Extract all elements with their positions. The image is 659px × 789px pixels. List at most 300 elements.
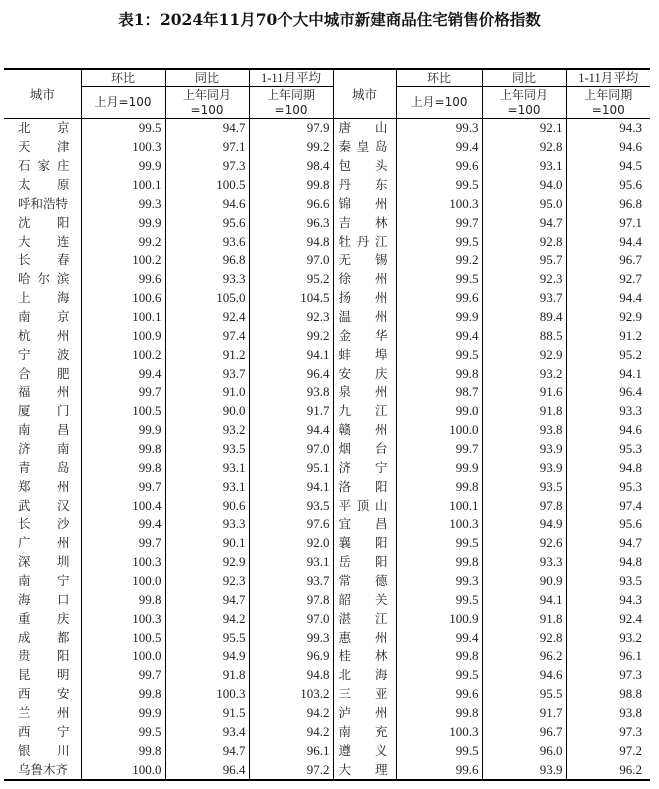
- city-name-wrap: [339, 742, 388, 760]
- city-char: 州: [374, 629, 388, 645]
- table-row: [4, 194, 650, 213]
- city-name: [4, 572, 81, 591]
- yoy-value: 94.7: [482, 213, 566, 232]
- city-name-wrap: [18, 365, 70, 383]
- price-index-table: [4, 68, 650, 781]
- city-name-wrap: [339, 383, 388, 401]
- city-char: 西: [18, 723, 31, 739]
- yoy-value: 92.8: [482, 138, 566, 157]
- yoy-value: 94.6: [482, 666, 566, 685]
- avg-value: 96.6: [249, 194, 333, 213]
- city-name: [333, 534, 396, 553]
- yoy-base-line2: =100: [190, 102, 224, 117]
- yoy-value: 94.0: [482, 176, 566, 195]
- city-name: [4, 270, 81, 289]
- city-name: [333, 572, 396, 591]
- city-char: 海: [56, 290, 70, 306]
- yoy-value: 93.1: [165, 458, 249, 477]
- city-char: 江: [374, 403, 388, 419]
- mom-value: 99.5: [396, 741, 482, 760]
- city-char: 丹: [356, 233, 370, 249]
- city-char: 波: [56, 346, 70, 362]
- mom-value: 100.1: [81, 176, 165, 195]
- avg-value: 94.5: [566, 157, 650, 176]
- city-name: [333, 326, 396, 345]
- city-name-wrap: [18, 233, 70, 251]
- city-char: 州: [374, 422, 388, 438]
- city-name: [333, 590, 396, 609]
- city-name-wrap: [339, 346, 388, 364]
- mom-value: 100.9: [81, 326, 165, 345]
- avg-value: 94.6: [566, 421, 650, 440]
- avg-value: 93.2: [566, 628, 650, 647]
- city-char: 林: [374, 648, 388, 664]
- mom-value: 99.5: [81, 119, 165, 138]
- city-char: 德: [374, 573, 388, 589]
- avg-value: 97.2: [566, 741, 650, 760]
- table-row: [4, 402, 650, 421]
- header-mom-base-right: 上月=100: [396, 87, 482, 119]
- mom-value: 99.8: [81, 590, 165, 609]
- yoy-value: 97.4: [165, 326, 249, 345]
- avg-value: 97.1: [566, 213, 650, 232]
- city-name: [333, 383, 396, 402]
- avg-value: 97.8: [249, 590, 333, 609]
- mom-value: 99.8: [396, 477, 482, 496]
- mom-value: 100.3: [81, 553, 165, 572]
- yoy-value: 91.8: [165, 666, 249, 685]
- mom-value: 99.5: [396, 666, 482, 685]
- city-char: 上: [18, 290, 31, 306]
- city-char: 杭: [18, 327, 31, 343]
- city-name-wrap: [339, 119, 388, 137]
- yoy-value: 92.4: [165, 308, 249, 327]
- avg-value: 95.6: [566, 515, 650, 534]
- avg-value: 94.1: [566, 364, 650, 383]
- city-char: 郑: [18, 478, 31, 494]
- yoy-value: 93.9: [482, 760, 566, 780]
- city-name-wrap: [18, 214, 70, 232]
- city-name: [4, 723, 81, 742]
- city-name: [4, 628, 81, 647]
- city-char: 牡: [338, 233, 352, 249]
- header-avg-base-left: [249, 87, 333, 119]
- mom-value: 99.5: [396, 534, 482, 553]
- yoy-value: 105.0: [165, 289, 249, 308]
- city-char: 州: [56, 705, 70, 721]
- avg-value: 97.0: [249, 440, 333, 459]
- city-name-wrap: [18, 459, 70, 477]
- avg-value: 94.8: [566, 458, 650, 477]
- city-char: 尔: [37, 271, 50, 287]
- avg-base-line1: 上年同期: [584, 87, 633, 102]
- avg-value: 93.3: [566, 402, 650, 421]
- city-name: [333, 704, 396, 723]
- city-char: 青: [18, 459, 31, 475]
- avg-value: 94.2: [249, 723, 333, 742]
- city-name: [4, 308, 81, 327]
- city-char: 锡: [374, 252, 388, 268]
- city-char: 无: [338, 252, 352, 268]
- city-char: 南: [338, 723, 352, 739]
- mom-value: 99.3: [81, 194, 165, 213]
- city-name: [4, 345, 81, 364]
- city-name-wrap: [18, 553, 70, 571]
- city-char: 岳: [338, 554, 352, 570]
- city-char: 家: [37, 158, 50, 174]
- yoy-value: 94.7: [165, 590, 249, 609]
- city-char: 阳: [374, 554, 388, 570]
- city-name: [333, 760, 396, 780]
- avg-value: 96.1: [566, 647, 650, 666]
- city-name-wrap: [339, 704, 388, 722]
- city-name: [333, 176, 396, 195]
- city-char: 长: [18, 252, 31, 268]
- avg-value: 91.2: [566, 326, 650, 345]
- avg-value: 99.2: [249, 326, 333, 345]
- city-name-wrap: [339, 421, 388, 439]
- mom-value: 100.4: [81, 496, 165, 515]
- header-mom-base-left: 上月=100: [81, 87, 165, 119]
- city-char: 阳: [374, 535, 388, 551]
- city-name-wrap: [18, 723, 70, 741]
- avg-value: 96.7: [566, 251, 650, 270]
- avg-value: 94.8: [249, 666, 333, 685]
- table-title: 表1：2024年11月70个大中城市新建商品住宅销售价格指数: [118, 10, 541, 29]
- yoy-value: 92.6: [482, 534, 566, 553]
- mom-value: 99.7: [396, 440, 482, 459]
- yoy-value: 95.7: [482, 251, 566, 270]
- yoy-base-line1: 上年同月: [182, 87, 231, 102]
- table-row: [4, 685, 650, 704]
- city-char: 深: [18, 554, 31, 570]
- yoy-value: 93.3: [165, 515, 249, 534]
- city-char: 锦: [338, 195, 352, 211]
- city-name: [333, 232, 396, 251]
- table-row: [4, 421, 650, 440]
- city-name-wrap: [18, 515, 70, 533]
- city-char: 西: [18, 686, 31, 702]
- yoy-value: 96.7: [482, 723, 566, 742]
- mom-value: 100.3: [81, 609, 165, 628]
- table-row: [4, 251, 650, 270]
- city-char: 宜: [338, 516, 352, 532]
- yoy-value: 91.6: [482, 383, 566, 402]
- city-char: 大: [18, 233, 31, 249]
- city-name: [333, 553, 396, 572]
- city-char: 门: [56, 403, 70, 419]
- city-char: 埠: [374, 346, 388, 362]
- city-name: [4, 647, 81, 666]
- avg-value: 97.3: [566, 723, 650, 742]
- table-row: [4, 326, 650, 345]
- yoy-value: 96.2: [482, 647, 566, 666]
- city-char: 长: [18, 516, 31, 532]
- table-row: [4, 119, 650, 138]
- avg-value: 99.2: [249, 138, 333, 157]
- yoy-value: 90.9: [482, 572, 566, 591]
- yoy-value: 93.3: [482, 553, 566, 572]
- avg-base-line2: =100: [274, 102, 308, 117]
- city-char: 北: [338, 667, 352, 683]
- mom-value: 98.7: [396, 383, 482, 402]
- avg-value: 96.3: [249, 213, 333, 232]
- yoy-value: 92.8: [482, 628, 566, 647]
- avg-value: 97.4: [566, 496, 650, 515]
- city-name: [333, 308, 396, 327]
- mom-value: 99.5: [396, 270, 482, 289]
- yoy-value: 94.1: [482, 590, 566, 609]
- city-name: [4, 741, 81, 760]
- mom-value: 99.6: [396, 289, 482, 308]
- city-char: 口: [56, 591, 70, 607]
- header-yoy-right: 同比: [482, 69, 566, 87]
- city-name-wrap: [339, 402, 388, 420]
- avg-value: 95.2: [566, 345, 650, 364]
- avg-value: 92.4: [566, 609, 650, 628]
- yoy-value: 92.3: [165, 572, 249, 591]
- city-name: [333, 345, 396, 364]
- mom-value: 99.9: [396, 458, 482, 477]
- yoy-value: 97.3: [165, 157, 249, 176]
- city-char: 南: [18, 573, 31, 589]
- city-char: 津: [56, 139, 70, 155]
- city-char: 义: [374, 742, 388, 758]
- avg-value: 97.6: [249, 515, 333, 534]
- city-char: 州: [56, 384, 70, 400]
- city-name-wrap: [18, 346, 70, 364]
- city-name-wrap: [18, 704, 70, 722]
- mom-value: 99.8: [396, 647, 482, 666]
- table-row: [4, 628, 650, 647]
- city-name: [4, 157, 81, 176]
- header-city-right: 城市: [333, 69, 396, 119]
- avg-value: 98.8: [566, 685, 650, 704]
- avg-value: 94.2: [249, 704, 333, 723]
- yoy-value: 89.4: [482, 308, 566, 327]
- city-name-wrap: [18, 478, 70, 496]
- avg-value: 93.5: [249, 496, 333, 515]
- city-char: 州: [374, 309, 388, 325]
- avg-value: 104.5: [249, 289, 333, 308]
- mom-value: 100.3: [396, 194, 482, 213]
- avg-value: 95.3: [566, 477, 650, 496]
- avg-value: 94.8: [566, 553, 650, 572]
- city-name: [4, 119, 81, 138]
- mom-value: 99.4: [396, 138, 482, 157]
- table-row: [4, 383, 650, 402]
- city-name: [333, 421, 396, 440]
- yoy-value: 92.9: [165, 553, 249, 572]
- city-char: 重: [18, 610, 31, 626]
- table-row: [4, 704, 650, 723]
- yoy-value: 100.3: [165, 685, 249, 704]
- city-char: 亚: [374, 686, 388, 702]
- city-name: [4, 458, 81, 477]
- yoy-value: 90.1: [165, 534, 249, 553]
- yoy-value: 94.9: [482, 515, 566, 534]
- city-name-wrap: [18, 251, 70, 269]
- yoy-value: 95.6: [165, 213, 249, 232]
- city-char: 温: [338, 309, 352, 325]
- city-char: 岛: [374, 139, 388, 155]
- mom-value: 99.9: [81, 213, 165, 232]
- mom-value: 99.7: [81, 383, 165, 402]
- city-char: 广: [18, 535, 31, 551]
- yoy-value: 100.5: [165, 176, 249, 195]
- avg-value: 92.7: [566, 270, 650, 289]
- avg-value: 99.8: [249, 176, 333, 195]
- city-char: 关: [374, 591, 388, 607]
- city-name-wrap: [339, 610, 388, 628]
- mom-value: 99.9: [81, 704, 165, 723]
- city-name-wrap: [18, 610, 70, 628]
- yoy-value: 91.8: [482, 402, 566, 421]
- city-name-wrap: [339, 327, 388, 345]
- city-char: 平: [338, 497, 352, 513]
- yoy-value: 93.9: [482, 458, 566, 477]
- avg-value: 94.1: [249, 345, 333, 364]
- city-char: 天: [18, 139, 31, 155]
- table-row: [4, 232, 650, 251]
- yoy-value: 93.9: [482, 440, 566, 459]
- city-char: 武: [18, 497, 31, 513]
- table-row: [4, 515, 650, 534]
- avg-value: 94.7: [566, 534, 650, 553]
- city-char: 昆: [18, 667, 31, 683]
- city-char: 江: [374, 233, 388, 249]
- city-name-wrap: [18, 440, 70, 458]
- city-char: 春: [56, 252, 70, 268]
- city-name: 呼和浩特: [4, 194, 81, 213]
- city-name: [333, 402, 396, 421]
- city-name-wrap: [18, 308, 70, 326]
- mom-value: 99.3: [396, 572, 482, 591]
- mom-value: 99.2: [81, 232, 165, 251]
- city-name: [333, 628, 396, 647]
- city-char: 南: [18, 422, 31, 438]
- yoy-value: 97.1: [165, 138, 249, 157]
- city-char: 福: [18, 384, 31, 400]
- city-name-wrap: [339, 270, 388, 288]
- table-row: [4, 572, 650, 591]
- city-char: 洛: [338, 478, 352, 494]
- city-char: 肥: [56, 365, 70, 381]
- mom-value: 99.6: [396, 157, 482, 176]
- table-body: [4, 119, 650, 781]
- city-char: 石: [18, 158, 31, 174]
- city-char: 京: [56, 120, 70, 136]
- city-char: 桂: [338, 648, 352, 664]
- city-name: [333, 647, 396, 666]
- avg-value: 98.4: [249, 157, 333, 176]
- table-row: [4, 534, 650, 553]
- table-row: [4, 760, 650, 780]
- city-name: [333, 515, 396, 534]
- city-name-wrap: [339, 572, 388, 590]
- avg-value: 94.3: [566, 119, 650, 138]
- city-char: 岛: [56, 459, 70, 475]
- mom-value: 100.0: [81, 760, 165, 780]
- city-name: [333, 440, 396, 459]
- city-name-wrap: [339, 685, 388, 703]
- mom-value: 100.1: [396, 496, 482, 515]
- avg-value: 92.9: [566, 308, 650, 327]
- yoy-value: 91.7: [482, 704, 566, 723]
- city-char: 哈: [18, 271, 31, 287]
- avg-value: 94.4: [566, 232, 650, 251]
- table-row: [4, 270, 650, 289]
- city-name-wrap: [339, 214, 388, 232]
- city-char: 惠: [338, 629, 352, 645]
- city-name: [4, 496, 81, 515]
- city-char: 沙: [56, 516, 70, 532]
- city-name: [333, 289, 396, 308]
- table-row: [4, 723, 650, 742]
- city-char: 南: [18, 309, 31, 325]
- city-char: 泉: [338, 384, 352, 400]
- city-char: 太: [18, 177, 31, 192]
- avg-value: 93.8: [566, 704, 650, 723]
- city-char: 赣: [338, 422, 352, 438]
- city-char: 阳: [56, 214, 70, 230]
- city-char: 皇: [356, 139, 370, 155]
- yoy-value: 93.2: [482, 364, 566, 383]
- avg-value: 96.2: [566, 760, 650, 780]
- city-name-wrap: [18, 176, 70, 194]
- city-char: 州: [56, 327, 70, 343]
- avg-value: 96.8: [566, 194, 650, 213]
- yoy-value: 92.8: [482, 232, 566, 251]
- mom-value: 99.5: [396, 590, 482, 609]
- header-avg-base-right: [566, 87, 650, 119]
- city-char: 台: [374, 441, 388, 457]
- city-char: 泸: [338, 705, 352, 721]
- table-row: [4, 364, 650, 383]
- city-char: 三: [338, 686, 352, 702]
- city-name-wrap: [339, 365, 388, 383]
- header-mom-right: 环比: [396, 69, 482, 87]
- avg-value: 94.3: [566, 590, 650, 609]
- mom-value: 99.5: [396, 345, 482, 364]
- city-char: 都: [56, 629, 70, 645]
- city-name: [333, 194, 396, 213]
- city-name: [4, 704, 81, 723]
- city-char: 头: [374, 158, 388, 174]
- city-char: 理: [374, 761, 388, 777]
- yoy-value: 91.0: [165, 383, 249, 402]
- yoy-value: 93.7: [482, 289, 566, 308]
- mom-value: 99.8: [81, 741, 165, 760]
- city-name-wrap: [18, 402, 70, 420]
- city-char: 宁: [56, 723, 70, 739]
- city-char: 顶: [356, 497, 370, 513]
- city-char: 东: [374, 177, 388, 192]
- mom-value: 99.4: [81, 515, 165, 534]
- city-name-wrap: [18, 591, 70, 609]
- yoy-value: 95.5: [165, 628, 249, 647]
- header-city-left: 城市: [4, 69, 81, 119]
- mom-value: 99.8: [396, 364, 482, 383]
- city-name-wrap: [339, 478, 388, 496]
- city-name-wrap: [339, 195, 388, 213]
- city-name-wrap: [339, 515, 388, 533]
- avg-value: 97.0: [249, 609, 333, 628]
- yoy-value: 92.1: [482, 119, 566, 138]
- city-char: 州: [374, 705, 388, 721]
- city-char: 安: [338, 365, 352, 381]
- avg-value: 93.5: [566, 572, 650, 591]
